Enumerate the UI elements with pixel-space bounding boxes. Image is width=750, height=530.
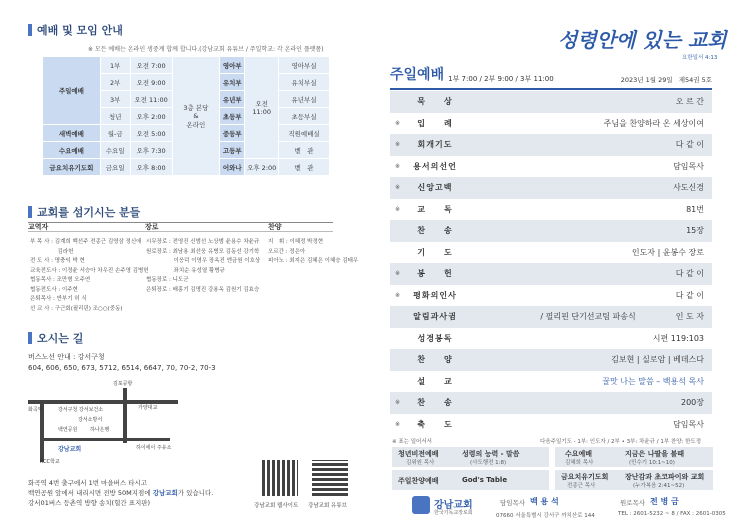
worship-section-title: 예배 및 모임 안내 (28, 22, 123, 38)
tel: TEL : 2601-5232 ~ 8 / FAX : 2601-0305 (618, 511, 726, 517)
elder-list: 시무장로 : 전영진 신범선 노상범 윤용수 차윤규 원로장로 : 최남용 최선웅 유병모 김동선 강기학 이응덕 이영우 장옥진 엔금원 이호상 좌치순 유성열 황병규 협동장로 : 니도군 은퇴장로 : 배홍기 김명진 강용옥 김원기 김효승 (146, 239, 261, 293)
order-row: 설 교 꿀맛 나는 말씀 – 백용석 목사 (417, 376, 704, 386)
order-row: ※ 봉 헌 다 같 이 (390, 263, 712, 285)
order-row: ※ 교 독 81번 (394, 204, 704, 214)
direction-text: 화곡역 4번 출구에서 1번 마을버스 타시고 백연공원 앞에서 내리시면 전방 50M지점에 강남교회가 있습니다. 강서01버스 등촌역 방향 송치(헐간 표지판) (28, 479, 214, 507)
pastor-list: 부 목 사 : 김계희 백선주 전종근 김영삼 정신애 김라헌 전 도 사 : 명충익 박 현 교육전도사 : 이정윤 서승아 차우진 손주영 김병헌 협동목사 : 조만형 오주연 협동전도사 : 이주현 은퇴목사 : 반부기 허 식 선 교 사 : 구근회(필리핀) 조○○(중동) (30, 239, 149, 312)
order-row: 찬 양 김보현 | 실로암 | 베데스다 (390, 349, 712, 371)
qr-website-icon[interactable] (262, 460, 298, 496)
sunday-label: 주일예배 (43, 57, 101, 125)
order-row: 알림과사귐 / 필리핀 단기선교팀 파송식 인 도 자 (390, 306, 712, 328)
service-header: 주일예배 1부 7:00 / 2부 9:00 / 3부 11:00 2023년 1월 29일 제54권 5호 (390, 64, 712, 90)
order-row: 기 도 인도자 | 윤봉수 장로 (417, 247, 704, 257)
order-row: ※ 축 도 담임목사 (394, 419, 704, 429)
qr-youtube-icon[interactable] (312, 460, 348, 496)
header-title: 성령안에 있는 교회 (558, 28, 727, 52)
event-box: 청년비전예배 김위원 목사 성령의 능력 - 말씀 (사도행전 1:8) (392, 447, 549, 467)
bus-title: 버스노선 안내 : 강서구청 (28, 353, 105, 361)
event-box: 금요치유기도회 전종근 목사 장난감과 초코파이와 교회 (누가복음 2:41~52) (555, 470, 713, 490)
order-row: ※ 찬 송 200장 (390, 392, 712, 414)
serve-section-title: 교회를 섬기시는 분들 (28, 204, 140, 220)
order-row: ※ 신앙고백 사도신경 (390, 177, 712, 199)
next-week-prayer: 다음주일기도 - 1부: 인도자 / 2부 • 3부: 차윤규 / 1부 찬양: 한도정 (540, 439, 702, 445)
elder-name: 전 병 금 (650, 497, 679, 506)
address: 07660 서울특별시 강서구 까치산로 144 (496, 513, 595, 519)
footnote: ※ 표는 일어서서 (392, 439, 432, 445)
verse: 요한일서 4:13 (682, 55, 718, 61)
church-logo-icon (412, 496, 430, 514)
worship-note: ※ 모든 예배는 온라인 생중계 합께 합니다.(강남교회 유튜브 / 주일학교: 각 온라인 플랫폼) (88, 46, 324, 53)
event-box: 주일찬양예배 God's Table (392, 470, 549, 490)
order-row: ※ 용서의선언 담임목사 (394, 161, 704, 171)
church-name: 강남교회 (434, 500, 473, 511)
praise-list: 지 휘 : 이혜정 박정현 오르간 : 정은아 피아노 : 최지은 김혜은 이혜승 김태우 (268, 239, 359, 264)
pastor-name: 백 용 석 (530, 497, 559, 506)
directions-section-title: 오시는 길 (28, 330, 83, 346)
order-row: ※ 입 례 주님을 찬양하라 온 세상이여 (394, 118, 704, 128)
order-row: 찬 송 15장 (390, 220, 712, 242)
order-row: 성경봉독 시편 119:103 (417, 333, 704, 343)
main-place: 3층 본당 & 온라인 (172, 57, 220, 176)
map: 김포공항 화곡역 강서구청 강서보건소 강서소방서 가양대교 백연공원 하나은행 KCC학교 하이에이 주유소 강남교회 (28, 378, 188, 470)
order-row: 묵 상 오 르 간 (390, 91, 712, 113)
event-box: 수요예배 김혜희 목사 지금은 나팔을 불때 (민수기 10:1~10) (555, 447, 713, 467)
church-marker: 강남교회 (58, 446, 82, 453)
bus-routes: 604, 606, 650, 673, 5712, 6514, 6647, 70, 70-2, 70-3 (28, 364, 216, 372)
order-row: ※ 회개기도 다 같 이 (390, 134, 712, 156)
worship-table: 주일예배 1부 오전 7:00 3층 본당 & 온라인 영아부 오전 11:00 영아부실 2부 오전 9:00 유치부 유치부실 3부 오전 11:00 유년부 유년부실 청년 오후 2:00 초등부 초등부실 새벽예배 월-금 오전 5:00 중등부 직원예배실 수요예배 수요일 오후 7:30 고등부 벧 관 금요치유기도회 금요일 오후 8:00 어와나 오후 2:00 벧 관 (42, 56, 330, 176)
order-row: ※ 평화의인사 다 같 이 (394, 290, 704, 300)
